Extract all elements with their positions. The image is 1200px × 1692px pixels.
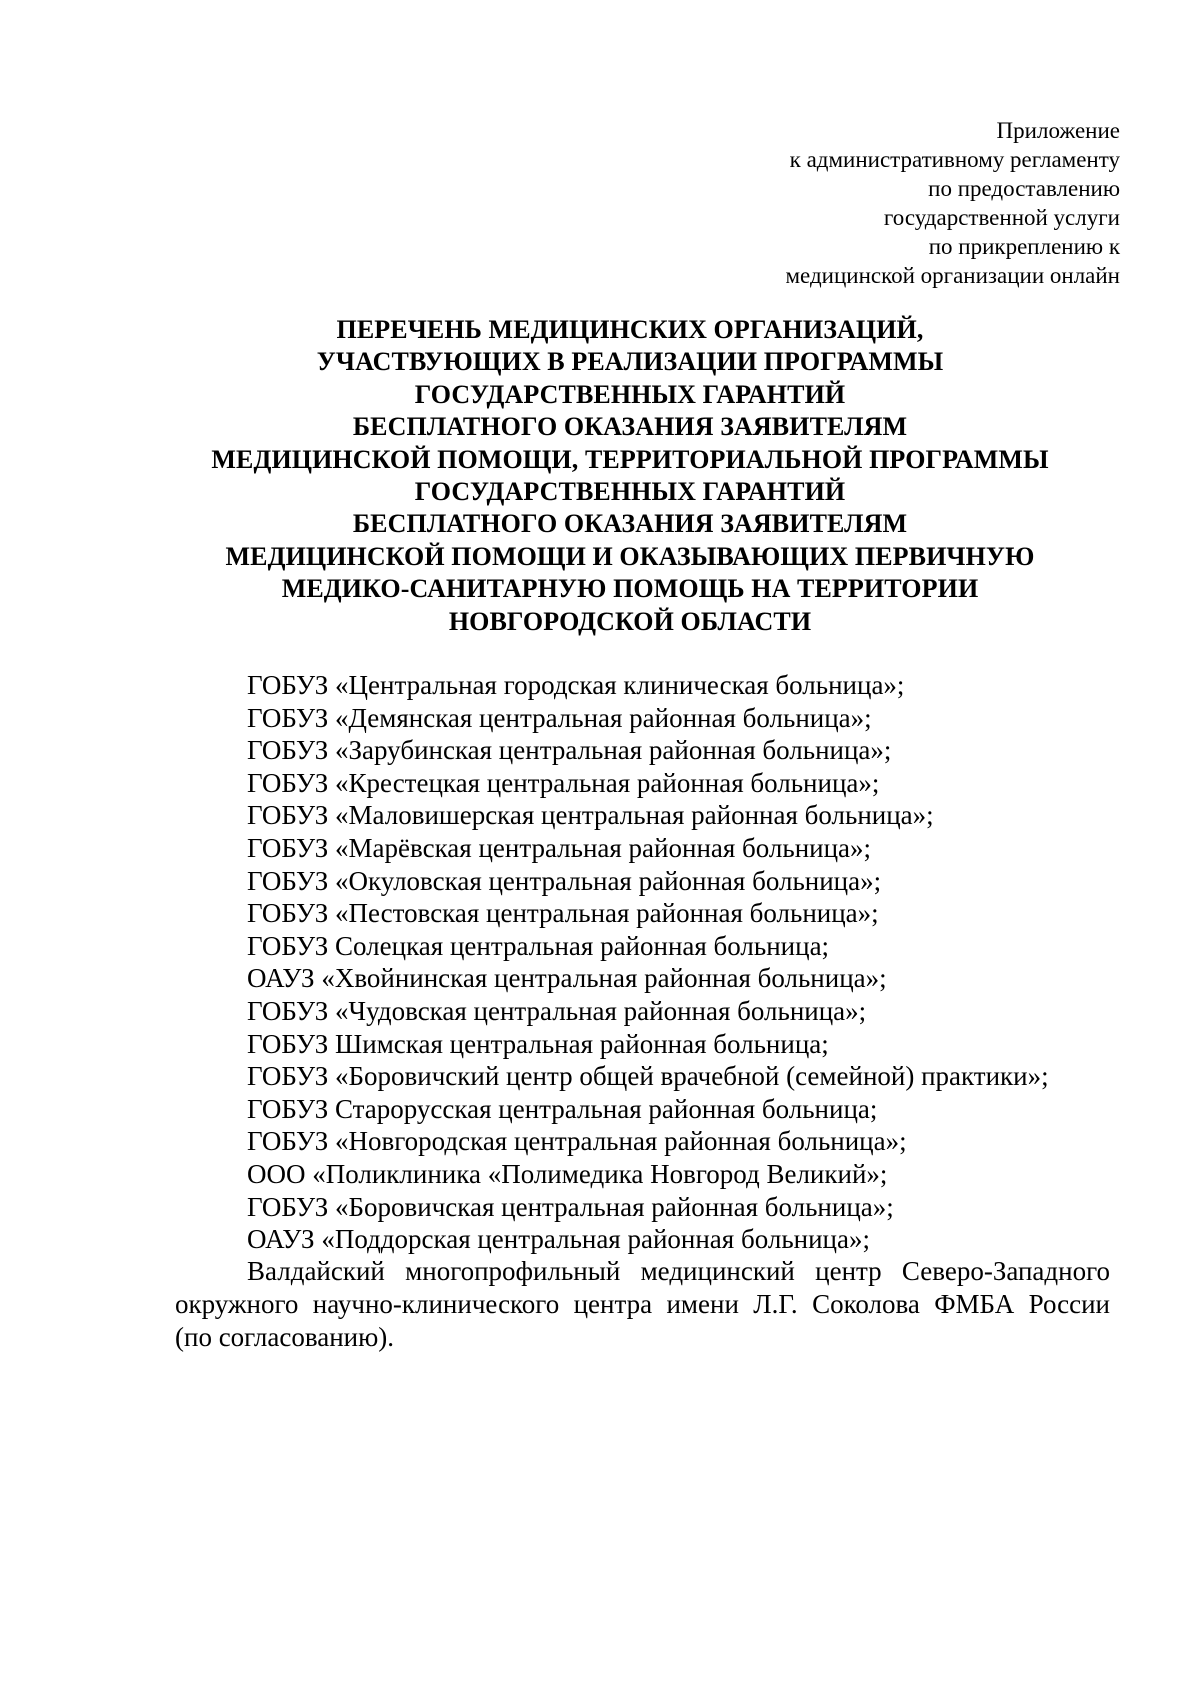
list-item: ГОБУЗ «Новгородская центральная районная больница»; <box>247 1126 907 1157</box>
title-line: МЕДИКО-САНИТАРНУЮ ПОМОЩЬ НА ТЕРРИТОРИИ <box>281 574 979 604</box>
list-item: ГОБУЗ «Зарубинская центральная районная больница»; <box>247 735 892 766</box>
list-item: ООО «Поликлиника «Полимедика Новгород Великий»; <box>247 1158 888 1189</box>
list-item: ГОБУЗ Старорусская центральная районная больница; <box>247 1093 878 1124</box>
list-item: ОАУЗ «Поддорская центральная районная больница»; <box>247 1224 870 1255</box>
list-item: ГОБУЗ «Демянская центральная районная больница»; <box>247 702 872 733</box>
title-line: ГОСУДАРСТВЕННЫХ ГАРАНТИЙ <box>414 379 846 409</box>
list-item: ГОБУЗ «Боровичская центральная районная больница»; <box>247 1191 894 1222</box>
appendix-line: к административному регламенту <box>789 147 1120 172</box>
list-item: ГОБУЗ Шимская центральная районная больница; <box>247 1028 829 1059</box>
title-line: БЕСПЛАТНОГО ОКАЗАНИЯ ЗАЯВИТЕЛЯМ <box>352 412 908 442</box>
appendix-line: по предоставлению <box>928 176 1120 201</box>
list-item: ГОБУЗ Солецкая центральная районная больница; <box>247 930 830 961</box>
list-item: ГОБУЗ «Чудовская центральная районная больница»; <box>247 995 867 1026</box>
list-item: ГОБУЗ «Центральная городская клиническая больница»; <box>247 670 905 700</box>
list-item: ГОБУЗ «Маловишерская центральная районная больница»; <box>247 800 934 831</box>
list-item: ГОБУЗ «Марёвская центральная районная больница»; <box>247 832 872 863</box>
closing-line: окружного научно-клинического центра имени Л.Г. Соколова ФМБА России <box>175 1289 1110 1319</box>
appendix-line: государственной услуги <box>883 205 1120 230</box>
title-line: БЕСПЛАТНОГО ОКАЗАНИЯ ЗАЯВИТЕЛЯМ <box>352 509 908 539</box>
list-item: ГОБУЗ «Боровичский центр общей врачебной (семейной) практики»; <box>247 1061 1049 1092</box>
appendix-line: по прикреплению к <box>928 234 1120 259</box>
list-item: ОАУЗ «Хвойнинская центральная районная больница»; <box>247 963 887 994</box>
list-item: ГОБУЗ «Окуловская центральная районная больница»; <box>247 865 882 896</box>
title-line: ГОСУДАРСТВЕННЫХ ГАРАНТИЙ <box>414 477 846 507</box>
title-line: ПЕРЕЧЕНЬ МЕДИЦИНСКИХ ОРГАНИЗАЦИЙ, <box>336 315 924 344</box>
closing-line: (по согласованию). <box>175 1322 395 1352</box>
appendix-header <box>640 116 1120 290</box>
appendix-line: медицинской организации онлайн <box>785 263 1120 288</box>
title-line: НОВГОРОДСКОЙ ОБЛАСТИ <box>448 606 812 636</box>
document-title <box>150 314 1110 638</box>
closing-line: Валдайский многопрофильный медицинский центр Северо-Западного <box>247 1256 1110 1286</box>
appendix-line: Приложение <box>996 118 1120 143</box>
closing-paragraph <box>175 1255 1110 1354</box>
title-line: УЧАСТВУЮЩИХ В РЕАЛИЗАЦИИ ПРОГРАММЫ <box>316 347 944 377</box>
list-item: ГОБУЗ «Крестецкая центральная районная больница»; <box>247 767 880 798</box>
title-line: МЕДИЦИНСКОЙ ПОМОЩИ И ОКАЗЫВАЮЩИХ ПЕРВИЧНУЮ <box>225 541 1035 571</box>
organization-list <box>247 669 1127 1256</box>
title-line: МЕДИЦИНСКОЙ ПОМОЩИ, ТЕРРИТОРИАЛЬНОЙ ПРОГРАММЫ <box>211 444 1049 474</box>
list-item: ГОБУЗ «Пестовская центральная районная больница»; <box>247 898 879 929</box>
